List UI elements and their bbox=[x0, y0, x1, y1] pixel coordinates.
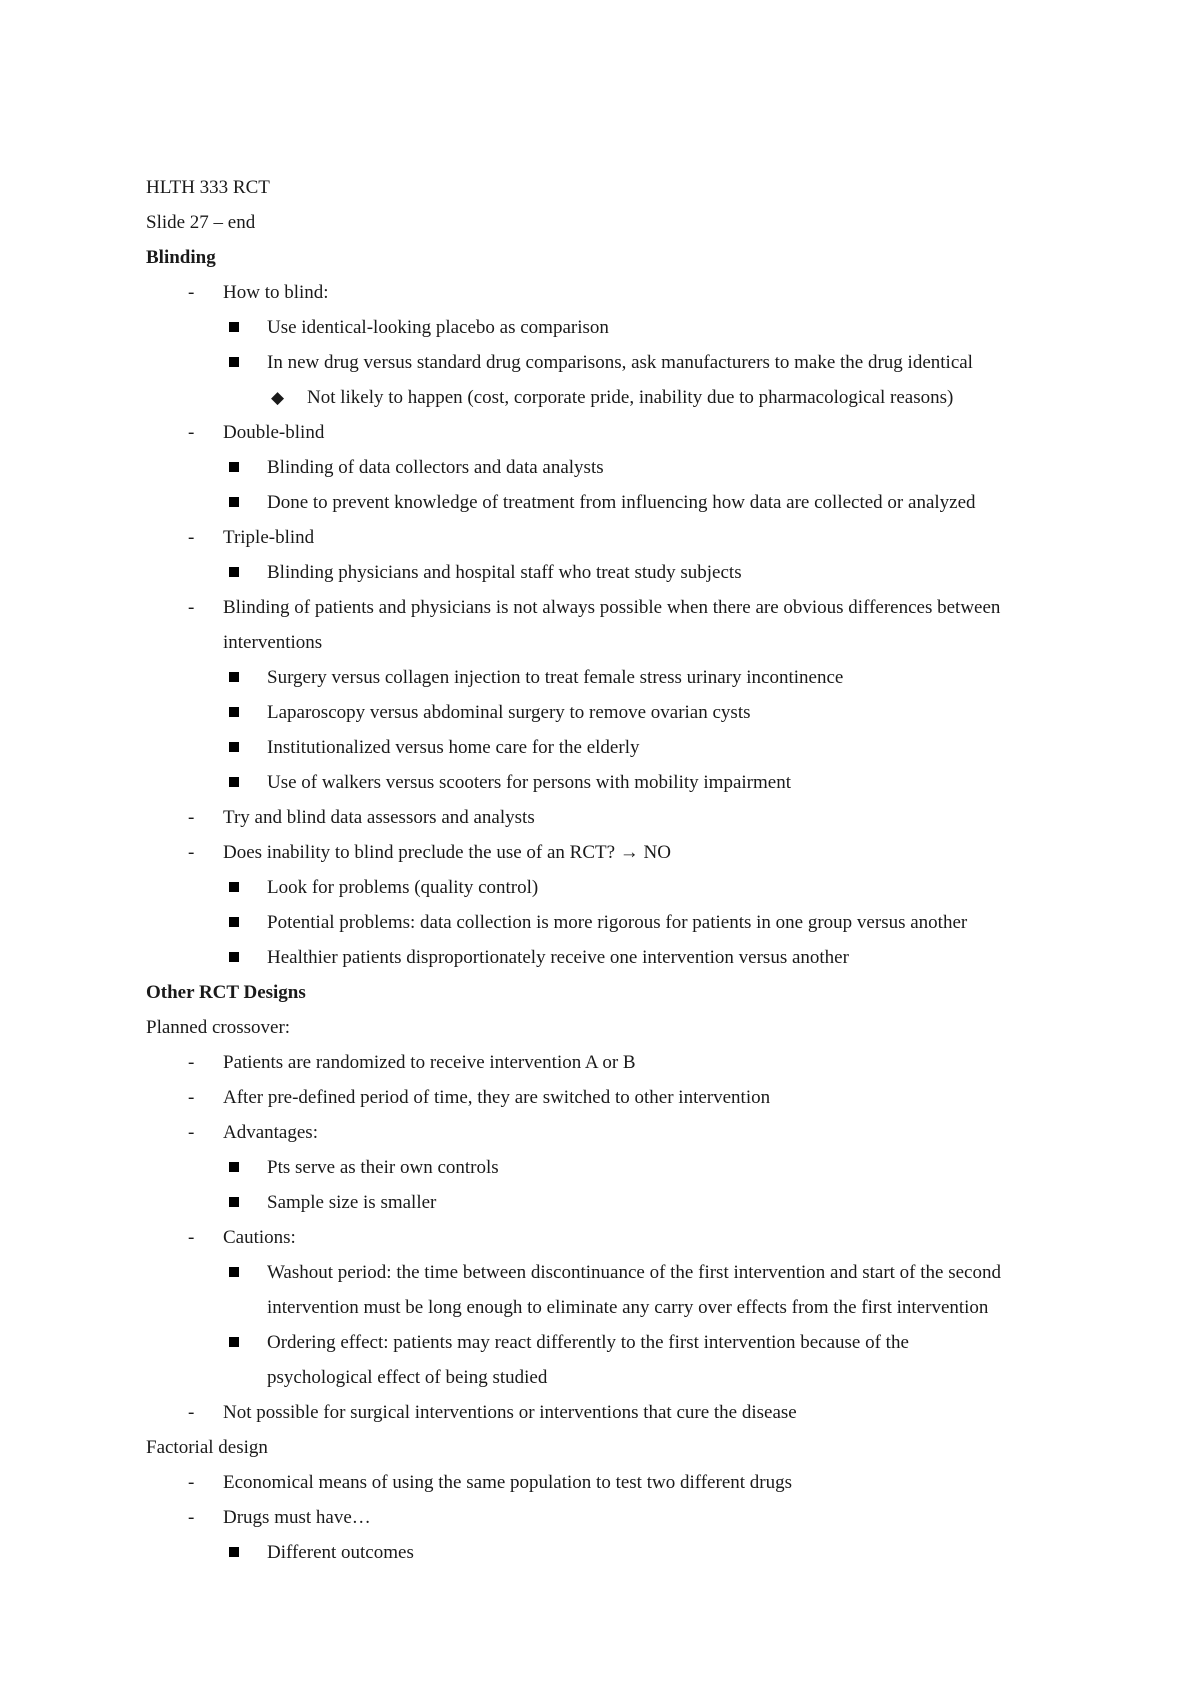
wrapped-line bbox=[146, 1360, 1066, 1395]
dash-marker: - bbox=[188, 1087, 195, 1108]
line-text: Does inability to blind preclude the use of an RCT? → NO bbox=[223, 842, 671, 863]
line-text: Healthier patients disproportionately receive one intervention versus another bbox=[267, 947, 849, 968]
dash-marker: - bbox=[188, 1507, 195, 1528]
dash-list-item bbox=[146, 1500, 1066, 1535]
square-bullet-item bbox=[146, 1325, 1066, 1360]
line-text: interventions bbox=[223, 632, 323, 653]
wrapped-line bbox=[146, 1290, 1066, 1325]
line-text: Pts serve as their own controls bbox=[267, 1157, 499, 1178]
section-heading bbox=[146, 975, 1066, 1010]
line-text: Washout period: the time between discontinuance of the first intervention and start of the second bbox=[267, 1262, 1001, 1283]
line-text: Use of walkers versus scooters for persons with mobility impairment bbox=[267, 772, 791, 793]
line-text: Planned crossover: bbox=[146, 1017, 291, 1038]
line-text: In new drug versus standard drug comparisons, ask manufacturers to make the drug identical bbox=[267, 352, 973, 373]
line-text: After pre-defined period of time, they are switched to other intervention bbox=[223, 1087, 771, 1108]
line-text: Patients are randomized to receive intervention A or B bbox=[223, 1052, 636, 1073]
dash-list-item bbox=[146, 1395, 1066, 1430]
dash-list-item bbox=[146, 835, 1066, 870]
square-bullet-item bbox=[146, 310, 1066, 345]
line-text: Institutionalized versus home care for the elderly bbox=[267, 737, 640, 758]
dash-list-item bbox=[146, 590, 1066, 625]
line-text: Blinding physicians and hospital staff who treat study subjects bbox=[267, 562, 742, 583]
line-text: Surgery versus collagen injection to treat female stress urinary incontinence bbox=[267, 667, 844, 688]
line-text: Not likely to happen (cost, corporate pride, inability due to pharmacological reasons) bbox=[307, 387, 954, 408]
square-bullet-icon bbox=[229, 357, 239, 367]
square-bullet-icon bbox=[229, 1337, 239, 1347]
line-text: Ordering effect: patients may react differently to the first intervention because of the bbox=[267, 1332, 909, 1353]
square-bullet-icon bbox=[229, 567, 239, 577]
square-bullet-item bbox=[146, 730, 1066, 765]
dash-marker: - bbox=[188, 1122, 195, 1143]
square-bullet-icon bbox=[229, 1162, 239, 1172]
square-bullet-icon bbox=[229, 742, 239, 752]
dash-marker: - bbox=[188, 1227, 195, 1248]
line-text: Economical means of using the same population to test two different drugs bbox=[223, 1472, 792, 1493]
line-text: Blinding of data collectors and data analysts bbox=[267, 457, 604, 478]
line-text: Not possible for surgical interventions or interventions that cure the disease bbox=[223, 1402, 797, 1423]
square-bullet-item bbox=[146, 1150, 1066, 1185]
line-text: Done to prevent knowledge of treatment from influencing how data are collected or analyzed bbox=[267, 492, 976, 513]
square-bullet-item bbox=[146, 485, 1066, 520]
square-bullet-icon bbox=[229, 1197, 239, 1207]
diamond-bullet-item bbox=[146, 380, 1066, 415]
square-bullet-icon bbox=[229, 462, 239, 472]
dash-list-item bbox=[146, 275, 1066, 310]
dash-list-item bbox=[146, 1465, 1066, 1500]
dash-marker: - bbox=[188, 422, 195, 443]
square-bullet-item bbox=[146, 695, 1066, 730]
dash-marker: - bbox=[188, 842, 195, 863]
square-bullet-icon bbox=[229, 952, 239, 962]
text-line bbox=[146, 1010, 1066, 1045]
dash-list-item bbox=[146, 415, 1066, 450]
dash-marker: - bbox=[188, 1052, 195, 1073]
dash-marker: - bbox=[188, 1402, 195, 1423]
square-bullet-item bbox=[146, 1255, 1066, 1290]
line-text: Laparoscopy versus abdominal surgery to remove ovarian cysts bbox=[267, 702, 751, 723]
square-bullet-icon bbox=[229, 497, 239, 507]
square-bullet-icon bbox=[229, 917, 239, 927]
line-text: Triple-blind bbox=[223, 527, 315, 548]
dash-list-item bbox=[146, 1220, 1066, 1255]
line-text: Slide 27 – end bbox=[146, 212, 256, 233]
square-bullet-item bbox=[146, 1185, 1066, 1220]
line-text: Drugs must have… bbox=[223, 1507, 371, 1528]
square-bullet-item bbox=[146, 870, 1066, 905]
dash-list-item bbox=[146, 520, 1066, 555]
line-text: Sample size is smaller bbox=[267, 1192, 437, 1213]
square-bullet-icon bbox=[229, 1547, 239, 1557]
square-bullet-icon bbox=[229, 672, 239, 682]
line-text: Different outcomes bbox=[267, 1542, 414, 1563]
dash-marker: - bbox=[188, 597, 195, 618]
square-bullet-icon bbox=[229, 1267, 239, 1277]
line-text: Double-blind bbox=[223, 422, 325, 443]
text-line bbox=[146, 170, 1066, 205]
square-bullet-icon bbox=[229, 777, 239, 787]
line-text: psychological effect of being studied bbox=[267, 1367, 548, 1388]
section-heading bbox=[146, 240, 1066, 275]
square-bullet-item bbox=[146, 940, 1066, 975]
square-bullet-item bbox=[146, 555, 1066, 590]
square-bullet-item bbox=[146, 1535, 1066, 1570]
dash-list-item bbox=[146, 1115, 1066, 1150]
line-text: How to blind: bbox=[223, 282, 329, 303]
dash-list-item bbox=[146, 1045, 1066, 1080]
text-line bbox=[146, 205, 1066, 240]
square-bullet-icon bbox=[229, 707, 239, 717]
diamond-bullet-icon: ◆ bbox=[271, 388, 285, 407]
dash-list-item bbox=[146, 800, 1066, 835]
line-text: intervention must be long enough to eliminate any carry over effects from the first intervention bbox=[267, 1297, 989, 1318]
line-text: Factorial design bbox=[146, 1437, 268, 1458]
square-bullet-icon bbox=[229, 322, 239, 332]
square-bullet-item bbox=[146, 660, 1066, 695]
wrapped-line bbox=[146, 625, 1066, 660]
line-text: Potential problems: data collection is more rigorous for patients in one group versus another bbox=[267, 912, 968, 933]
dash-list-item bbox=[146, 1080, 1066, 1115]
document-body bbox=[146, 170, 1066, 1570]
square-bullet-item bbox=[146, 905, 1066, 940]
square-bullet-item bbox=[146, 765, 1066, 800]
square-bullet-item bbox=[146, 450, 1066, 485]
text-line bbox=[146, 1430, 1066, 1465]
square-bullet-icon bbox=[229, 882, 239, 892]
dash-marker: - bbox=[188, 807, 195, 828]
line-text: Blinding bbox=[146, 247, 216, 268]
dash-marker: - bbox=[188, 527, 195, 548]
line-text: Try and blind data assessors and analysts bbox=[223, 807, 535, 828]
line-text: Look for problems (quality control) bbox=[267, 877, 539, 898]
dash-marker: - bbox=[188, 1472, 195, 1493]
line-text: Other RCT Designs bbox=[146, 982, 306, 1003]
line-text: HLTH 333 RCT bbox=[146, 177, 270, 198]
line-text: Advantages: bbox=[223, 1122, 318, 1143]
line-text: Use identical-looking placebo as comparison bbox=[267, 317, 609, 338]
dash-marker: - bbox=[188, 282, 195, 303]
square-bullet-item bbox=[146, 345, 1066, 380]
line-text: Blinding of patients and physicians is not always possible when there are obvious differences between bbox=[223, 597, 1001, 618]
line-text: Cautions: bbox=[223, 1227, 296, 1248]
